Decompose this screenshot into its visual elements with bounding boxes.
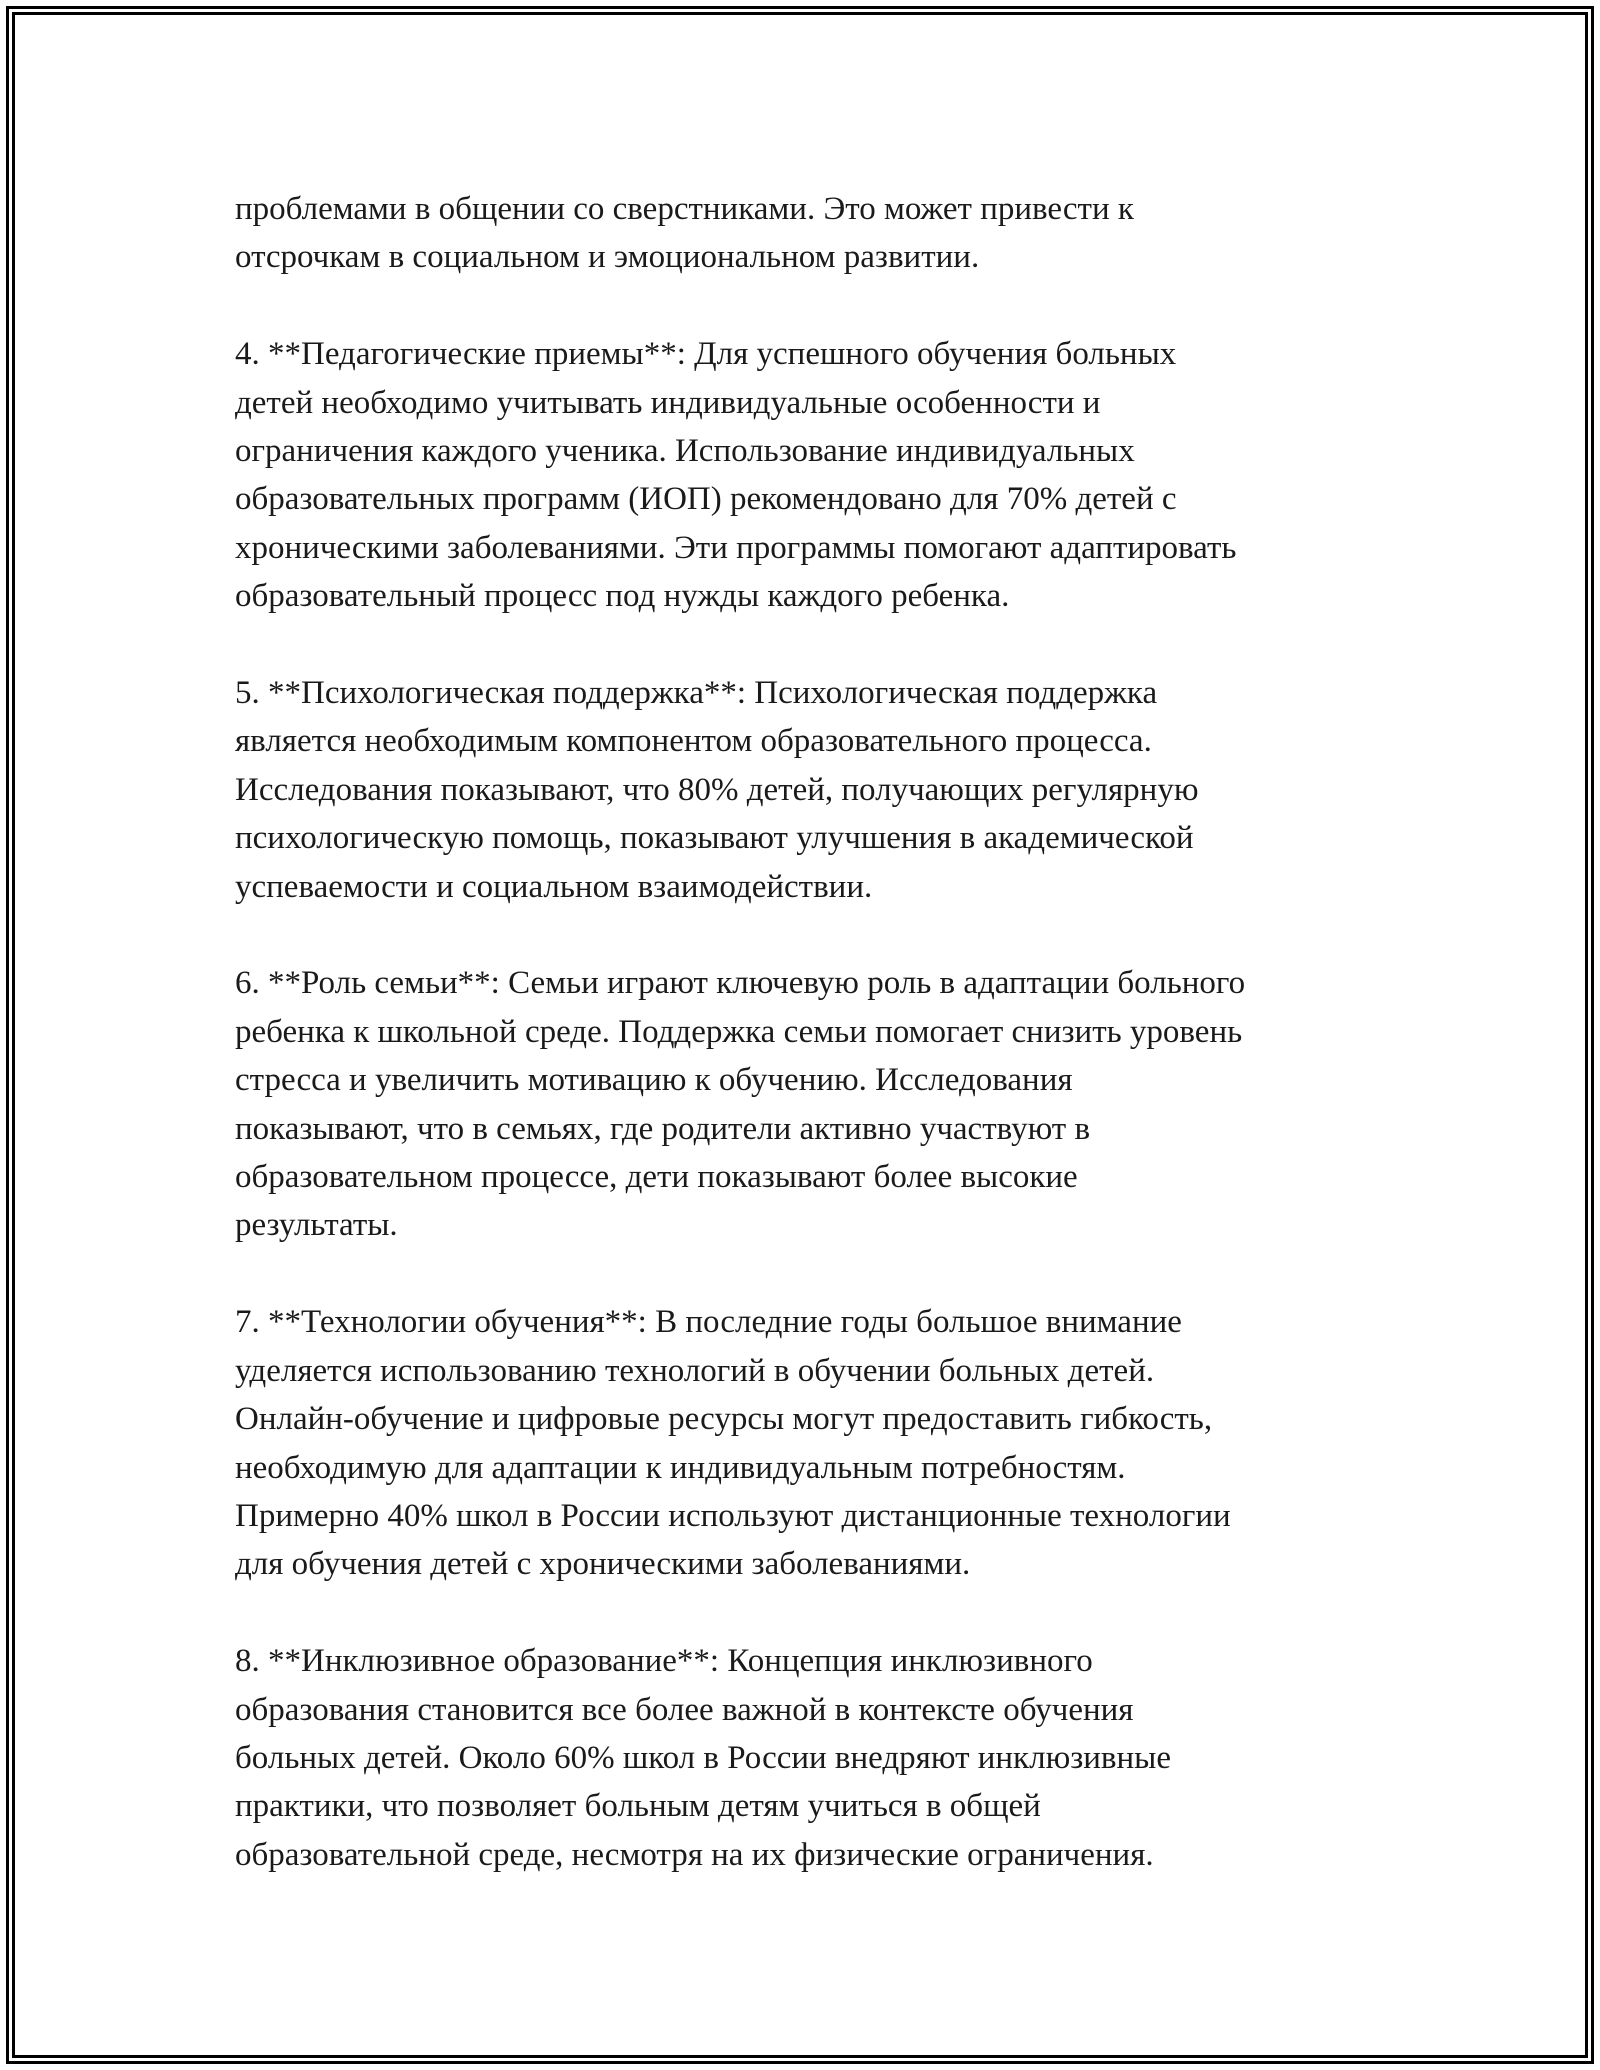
paragraph-psychological-support: 5. **Психологическая поддержка**: Психологическая поддержка является необходимым компонентом образовательного процесса. Исследования показывают, что 80% детей, получающих регулярную психологическую помощь, показывают улучшения в академической успеваемости и социальном взаимодействии.	[235, 675, 1199, 905]
document-body	[235, 185, 1385, 1879]
paragraph-learning-technologies: 7. **Технологии обучения**: В последние годы большое внимание уделяется использованию технологий в обучении больных детей. Онлайн-обучение и цифровые ресурсы могут предоставить гибкость, необходимую для адаптации к индивидуальным потребностям. Примерно 40% школ в России используют дистанционные технологии для обучения детей с хроническими заболеваниями.	[235, 1304, 1231, 1583]
paragraph-inclusive-education: 8. **Инклюзивное образование**: Концепция инклюзивного образования становится все более важной в контексте обучения больных детей. Около 60% школ в России внедряют инклюзивные практики, что позволяет больным детям учиться в общей образовательной среде, несмотря на их физические ограничения.	[235, 1643, 1171, 1873]
paragraph-family-role: 6. **Роль семьи**: Семьи играют ключевую роль в адаптации больного ребенка к школьной среде. Поддержка семьи помогает снизить уровень стресса и увеличить мотивацию к обучению. Исследования показывают, что в семьях, где родители активно участвуют в образовательном процессе, дети показывают более высокие результаты.	[235, 965, 1246, 1244]
paragraph-pedagogical-methods: 4. **Педагогические приемы**: Для успешного обучения больных детей необходимо учитывать индивидуальные особенности и ограничения каждого ученика. Использование индивидуальных образовательных программ (ИОП) рекомендовано для 70% детей с хроническими заболеваниями. Эти программы помогают адаптировать образовательный процесс под нужды каждого ребенка.	[235, 336, 1237, 615]
paragraph-social-development: проблемами в общении со сверстниками. Это может привести к отсрочкам в социальном и эмоциональном развитии.	[235, 191, 1134, 276]
